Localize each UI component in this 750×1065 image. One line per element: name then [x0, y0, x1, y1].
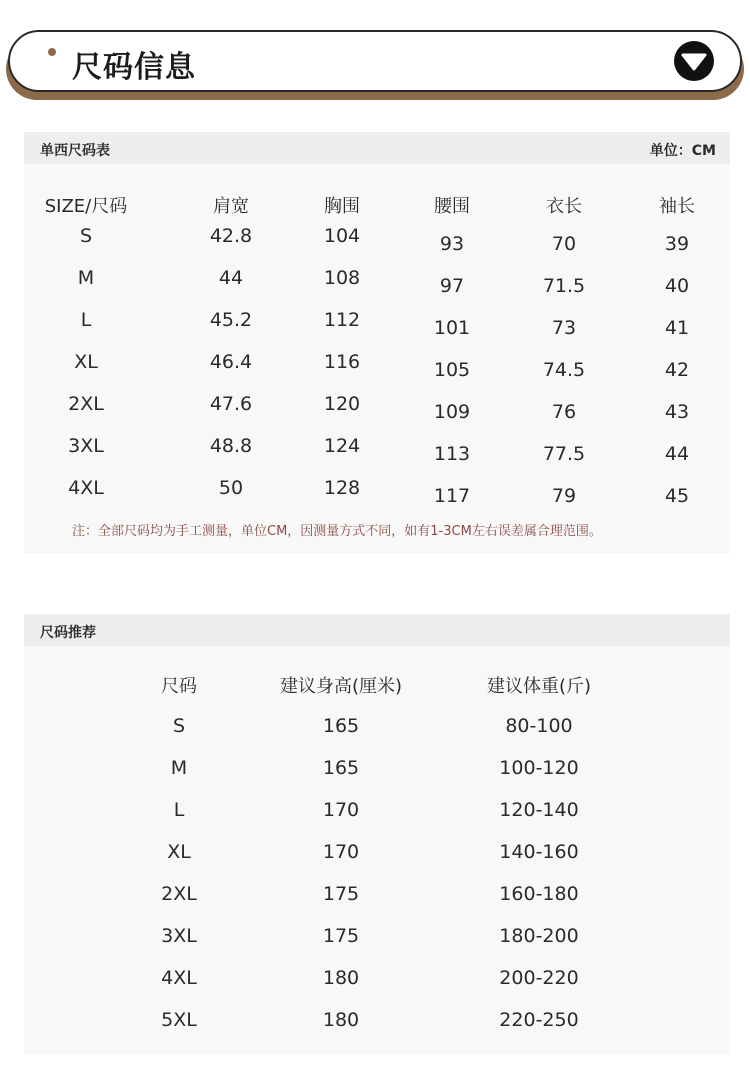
size-col-header: 腰围 [434, 196, 470, 217]
size-table-title: 单西尺码表 [40, 143, 110, 159]
size-table-cell: 39 [664, 233, 690, 255]
size-table-cell: 108 [323, 267, 361, 289]
size-table-cell: 124 [323, 435, 361, 457]
size-table-cell: 50 [218, 477, 244, 499]
size-table-cell: 45.2 [209, 309, 253, 331]
size-col-header: 胸围 [324, 196, 360, 217]
recommend-table-cell: 175 [322, 883, 360, 905]
recommend-table-cell: S [172, 715, 186, 737]
recommend-table-cell: 170 [322, 799, 360, 821]
recommend-table-cell: 5XL [161, 1009, 197, 1031]
size-table-header [24, 132, 730, 164]
size-table-cell: 109 [433, 401, 471, 423]
size-table-cell: 79 [551, 485, 577, 507]
size-table-cell: 120 [323, 393, 361, 415]
recommend-col-header: 尺码 [161, 676, 197, 697]
recommend-table-cell: 180-200 [499, 925, 579, 947]
recommend-table-cell: 140-160 [499, 841, 579, 863]
size-table-cell: 42.8 [209, 225, 253, 247]
size-table-cell: 45 [664, 485, 690, 507]
recommend-table-cell: 4XL [161, 967, 197, 989]
recommend-table-cell: L [173, 799, 185, 821]
size-table-cell: 41 [664, 317, 690, 339]
size-table-cell: 43 [664, 401, 690, 423]
recommend-table-cell: 100-120 [499, 757, 579, 779]
size-table-cell: 116 [323, 351, 361, 373]
size-table-cell: XL [74, 351, 98, 373]
recommend-table-cell: 180 [322, 967, 360, 989]
recommend-table-cell: 80-100 [505, 715, 573, 737]
size-table-cell: 47.6 [209, 393, 253, 415]
recommend-table-cell: 165 [322, 715, 360, 737]
recommend-table-cell: 200-220 [499, 967, 579, 989]
size-table-cell: 112 [323, 309, 361, 331]
recommend-table-cell: 3XL [161, 925, 197, 947]
size-table-cell: 101 [433, 317, 471, 339]
recommend-table-cell: XL [167, 841, 191, 863]
size-col-header: 衣长 [546, 196, 582, 217]
recommend-table-header [24, 614, 730, 646]
size-table-cell: 74.5 [542, 359, 586, 381]
size-table-cell: 40 [664, 275, 690, 297]
size-table-cell: 44 [664, 443, 690, 465]
size-col-header: SIZE/尺码 [44, 196, 128, 217]
recommend-col-header: 建议体重(斤) [486, 676, 592, 697]
size-table-cell: M [77, 267, 95, 289]
size-table-cell: 73 [551, 317, 577, 339]
header-dot [48, 48, 56, 56]
recommend-table-cell: 2XL [161, 883, 197, 905]
recommend-table-cell: 220-250 [499, 1009, 579, 1031]
measurement-note: 注：全部尺码均为手工测量，单位CM，因测量方式不同，如有1-3CM左右误差属合理范围。 [72, 524, 602, 539]
size-table-cell: 76 [551, 401, 577, 423]
recommend-table-cell: 175 [322, 925, 360, 947]
recommend-table-cell: 120-140 [499, 799, 579, 821]
recommend-col-header: 建议身高(厘米) [279, 676, 403, 697]
size-table-cell: 70 [551, 233, 577, 255]
size-table-cell: 128 [323, 477, 361, 499]
size-table-cell: 2XL [68, 393, 104, 415]
size-table-cell: 3XL [68, 435, 104, 457]
size-table-unit: 单位：CM [649, 143, 716, 159]
recommend-table-cell: 160-180 [499, 883, 579, 905]
size-table-cell: L [80, 309, 92, 331]
size-table-cell: 71.5 [542, 275, 586, 297]
recommend-table-cell: 170 [322, 841, 360, 863]
recommend-table-title: 尺码推荐 [40, 625, 96, 641]
size-table-panel [24, 132, 730, 553]
recommend-table-cell: 180 [322, 1009, 360, 1031]
size-table-cell: 105 [433, 359, 471, 381]
recommend-table-cell: 165 [322, 757, 360, 779]
section-title: 尺码信息 [72, 50, 196, 85]
size-col-header: 袖长 [659, 196, 695, 217]
size-table-cell: 93 [439, 233, 465, 255]
section-header [8, 30, 742, 92]
size-table-cell: S [79, 225, 93, 247]
recommend-table-cell: M [170, 757, 188, 779]
size-table-cell: 117 [433, 485, 471, 507]
size-table-cell: 42 [664, 359, 690, 381]
size-table-cell: 97 [439, 275, 465, 297]
size-table-cell: 48.8 [209, 435, 253, 457]
size-table-cell: 46.4 [209, 351, 253, 373]
size-table-cell: 113 [433, 443, 471, 465]
chevron-down-icon[interactable] [674, 41, 714, 81]
size-col-header: 肩宽 [213, 196, 249, 217]
size-table-cell: 77.5 [542, 443, 586, 465]
size-table-cell: 44 [218, 267, 244, 289]
recommend-table-panel [24, 614, 730, 1054]
size-table-cell: 4XL [68, 477, 104, 499]
size-table-cell: 104 [323, 225, 361, 247]
